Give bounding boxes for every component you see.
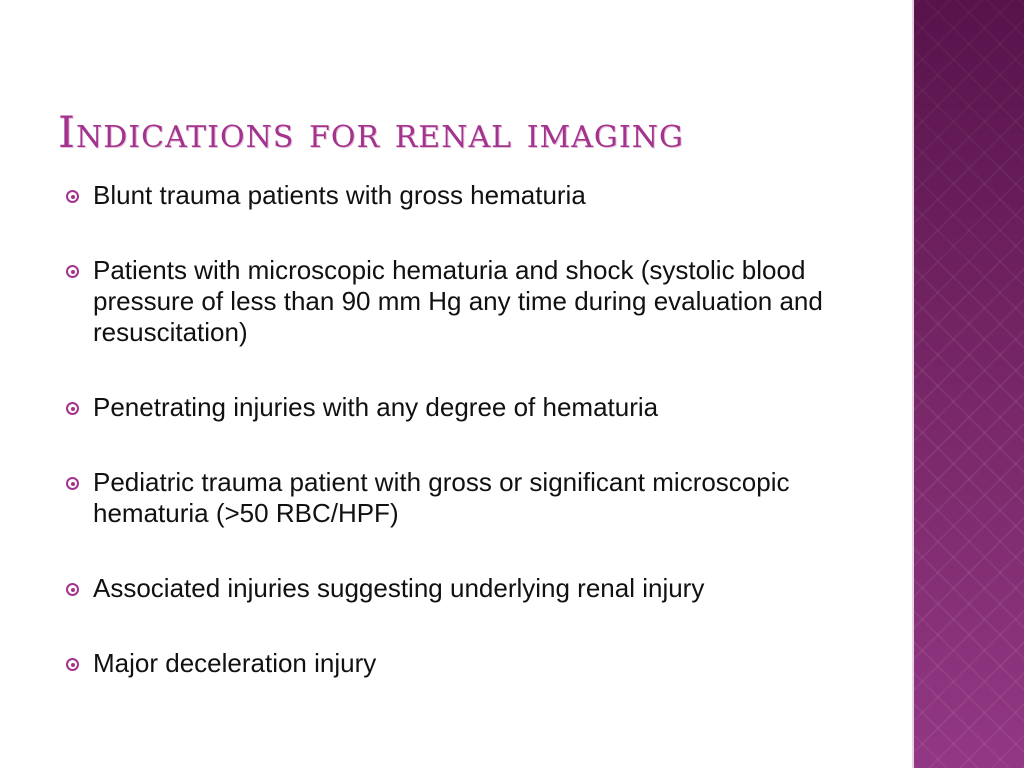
decorative-side-band <box>912 0 1024 768</box>
circled-dot-bullet-icon <box>66 583 79 596</box>
bullet-item <box>66 467 896 529</box>
bullet-item <box>66 392 896 423</box>
bullet-text: Associated injuries suggesting underlying renal injury <box>93 573 705 603</box>
bullet-item <box>66 648 896 679</box>
bullet-text: Patients with microscopic hematuria and shock (systolic blood pressure of less than 90 mm Hg any time during evaluation and resuscitation) <box>93 255 823 347</box>
circled-dot-bullet-icon <box>66 190 79 203</box>
circled-dot-bullet-icon <box>66 477 79 490</box>
bullet-item <box>66 180 896 211</box>
bullet-text: Pediatric trauma patient with gross or significant microscopic hematuria (>50 RBC/HPF) <box>93 467 790 528</box>
slide-title: Indications for renal imaging <box>58 108 684 158</box>
bullet-item <box>66 573 896 604</box>
bullet-list <box>66 180 896 723</box>
bullet-text: Major deceleration injury <box>93 648 377 678</box>
bullet-text: Penetrating injuries with any degree of hematuria <box>93 392 659 422</box>
circled-dot-bullet-icon <box>66 265 79 278</box>
circled-dot-bullet-icon <box>66 402 79 415</box>
circled-dot-bullet-icon <box>66 658 79 671</box>
bullet-text: Blunt trauma patients with gross hematuria <box>93 180 586 210</box>
bullet-item <box>66 255 896 348</box>
